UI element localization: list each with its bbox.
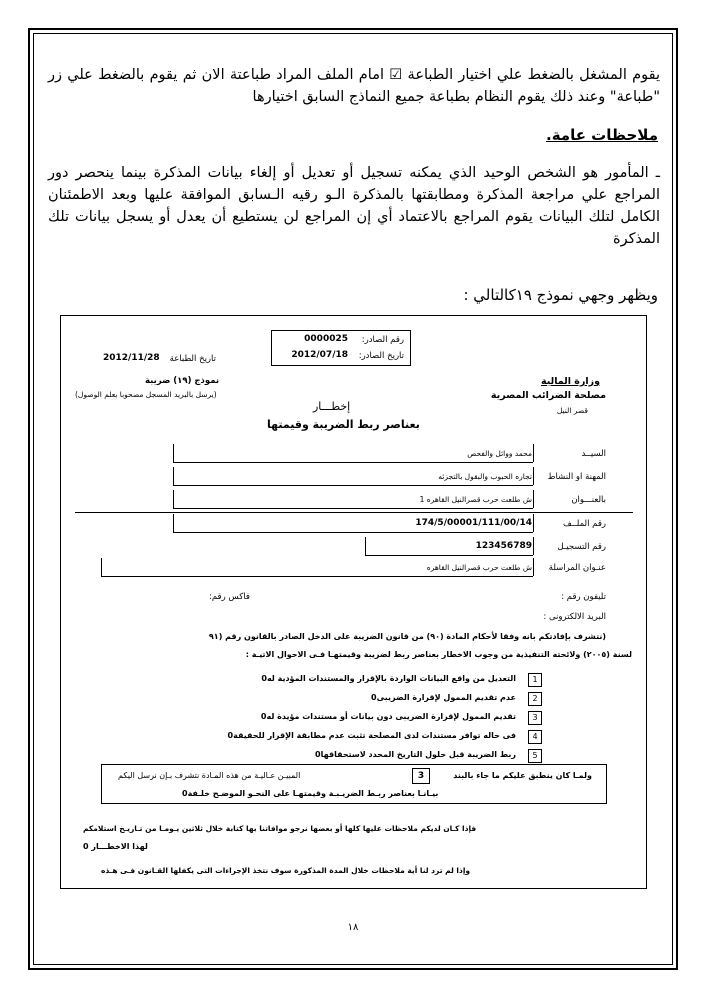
case-num-4: 4	[528, 730, 542, 744]
case-text-5: ربط الضريبة قبل حلول التاريخ المحدد لاستحقاقها0	[315, 750, 516, 759]
case-text-1: التعديل من واقع البيانات الواردة بالإقرار والمستندات المؤدية له0	[261, 674, 516, 683]
case-num-3: 3	[528, 711, 542, 725]
paragraph-print-instructions: يقوم المشغل بالضغط علي اختيار الطباعة ☑ امام الملف المراد طباعتة الان ثم يقوم بالضغط علي زر "طباعة" وعند ذلك يقوم النظام بطباعة جميع النماذج السابق اختيارها	[48, 67, 660, 105]
notice-title: إخطـــار	[313, 400, 351, 413]
mr-label: السيــد	[581, 449, 606, 459]
general-notes-heading: ملاحظات عامة.	[546, 126, 658, 144]
body-line-2: لسنة (٢٠٠٥) ولائحته التنفيذية من وجوب الاخطار بعناصر ربط لضريبة وقيمتهـا فـى الاحوال الاتيـة :	[245, 650, 632, 659]
case-num-2: 2	[528, 692, 542, 706]
corr-address: ش طلعت حرب قصرالنيل القاهره	[426, 563, 532, 572]
model-number: نموذج (١٩) ضريبة	[145, 376, 220, 386]
final-line-3: وإذا لم ترد لنا أية ملاحظات خلال المدة المذكورة سوف نتخذ الإجراءات التى يكفلها القـانون فـى هـذه	[101, 866, 471, 875]
issue-date: 2012/07/18	[291, 350, 348, 360]
page-number: ١٨	[347, 922, 359, 933]
ref-number: 3	[412, 768, 430, 784]
fax-label: فاكس رقم:	[209, 592, 250, 602]
profession-value: تجاره الحبوب والبقول بالتجزئه	[438, 472, 532, 481]
form-intro: ويظهر وجهي نموذج ١٩كالتالي :	[463, 286, 658, 304]
body-line-1: (نتشرف بإفادتكم بانه وفقا لأحكام المادة (٩٠) من قانون الضريبة على الدخل الصادر بالقانون رقم (٩١	[208, 632, 606, 641]
ref-line-1a: ولمـا كان ينطبق عليكم ما جاء بالبند	[453, 771, 592, 780]
office-name: قصر النيل	[556, 406, 588, 415]
corr-address-label: عنـوان المراسلة	[548, 563, 606, 573]
print-date-label: تاريخ الطباعة	[169, 354, 216, 364]
profession-label: المهنة او النشاط	[547, 472, 606, 482]
case-text-2: عدم تقديم الممول لإقرارة الضريبى0	[371, 693, 516, 702]
address-label: بالعنـــوان	[571, 495, 606, 505]
case-text-3: تقديم الممول لإقرارة الضريبى دون بيانات أو مستندات مؤيدة له0	[260, 712, 516, 721]
issue-number-box	[271, 330, 411, 366]
email-label: البريد الالكترونى :	[543, 612, 606, 622]
final-line-2: لهذا الاخطـــار 0	[83, 842, 148, 851]
reference-box	[101, 764, 607, 804]
ref-line-2: بيـانـا بعناصر ربـط الضريـبـة وقيمتهـا على النحـو الموضـح خلـفة0	[182, 789, 439, 798]
issue-no-label: رقم الصادر:	[361, 335, 404, 345]
print-date: 2012/11/28	[103, 353, 160, 363]
case-num-1: 1	[528, 673, 542, 687]
case-num-5: 5	[528, 749, 542, 763]
ministry-name: وزارة المالية	[541, 376, 600, 387]
mail-note: (يرسل بالبريد المسجل مصحوبا بعلم الوصول)	[75, 390, 217, 399]
authority-name: مصلحة الضرائب المصرية	[490, 390, 606, 401]
final-line-1: فإذا كـان لديكم ملاحظات عليها كلها أو بعضها نرجو موافاتنا بها كتابة خلال ثلاثين يـومـا من تـاريـخ استلامكم	[83, 824, 477, 833]
reg-no-label: رقم التسجيـل	[557, 542, 606, 552]
notice-subtitle: بعناصر ربط الضريبة وقيمتها	[267, 418, 420, 431]
phone-label: تليفون رقم :	[561, 592, 606, 602]
form-19-image	[60, 315, 647, 889]
file-no-label: رقم الملــف	[563, 519, 606, 529]
issue-date-label: تاريخ الصادر:	[358, 351, 404, 361]
ref-line-1b: المبيـن عـاليـة من هذه المـادة نتشرف بـإن نرسل اليكم	[118, 771, 301, 780]
file-no: 174/5/00001/111/00/14	[415, 518, 532, 528]
mr-value: محمد ووائل والفحص	[467, 449, 532, 458]
issue-no: 0000025	[304, 334, 348, 344]
reg-no: 123456789	[475, 541, 532, 551]
case-text-4: فى حاله توافر مستندات لدى المصلحة تثبت عدم مطابقة الإقرار للحقيقة0	[227, 731, 516, 740]
address-value: ش طلعت حرب قصرالنيل القاهره 1	[419, 495, 532, 504]
paragraph-notes: ـ المأمور هو الشخص الوحيد الذي يمكنه تسجيل أو تعديل أو إلغاء بيانات المذكرة بينما ينحصر دور المراجع علي مراجعة المذكرة ومطابقتها بالمذكرة الـو رقيه الـسابق الموافقة عليها وبعد الاطمئنان الكامل لتلك البيانات يقوم المراجع بالاعتماد أي إن المراجع لن يستطيع أن يعدل أو يسجل بيانات تلك المذكرة	[48, 165, 660, 247]
